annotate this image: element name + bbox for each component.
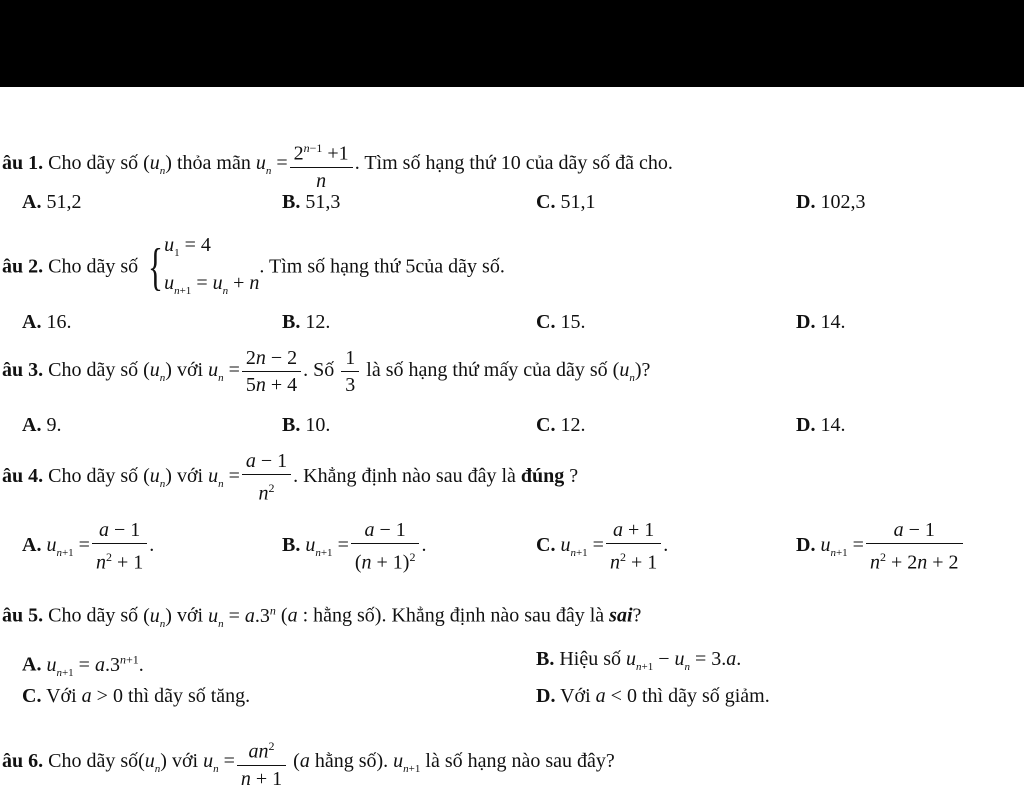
option-a[interactable]	[22, 519, 154, 574]
option-b[interactable]	[282, 310, 330, 334]
top-black-band	[0, 0, 1024, 87]
question-text: ?	[641, 359, 651, 382]
option-formula: $u_{n+1} = a.3^{n+1}$.	[46, 652, 144, 679]
option-a[interactable]	[22, 647, 144, 685]
question-label: âu 1.	[2, 151, 44, 174]
question-6-stem: âu 6. Cho dãy $số(u_n)$ với $u_n$ = $\frac{an^2}{n + 1}$ (a hằng số). $u_{n+1}$ là số hạng nào sau đây?	[2, 735, 615, 790]
option-letter: B.	[282, 533, 301, 556]
math-sequence: $(u_n)$	[143, 359, 172, 385]
option-letter: B.	[282, 311, 301, 333]
option-value: 14.	[820, 311, 846, 333]
math-formula: $u_n$ = $\frac{2^{n-1} +1}{n}$	[256, 152, 355, 174]
question-text: : hằng số). Khẳng định nào sau đây là	[302, 604, 605, 627]
option-text: Hiệu số	[559, 648, 622, 670]
option-value: 102,3	[820, 191, 866, 213]
question-text: với	[176, 604, 204, 627]
option-c[interactable]	[536, 190, 595, 214]
math-sequence: $(u_n)$	[143, 604, 172, 630]
question-text: Cho dãy số	[48, 464, 139, 487]
option-letter: C.	[536, 311, 556, 333]
question-text: với	[171, 749, 199, 772]
question-text: Cho dãy số	[48, 255, 139, 278]
option-formula: a < 0	[595, 685, 637, 707]
option-letter: A.	[22, 311, 42, 333]
option-a[interactable]	[22, 413, 61, 437]
option-formula: $u_{n+1}$ = $\frac{a - 1}{n^2 + 2n + 2}$	[820, 534, 964, 556]
emphasis-word: đúng	[520, 464, 565, 487]
emphasis-word: sai	[609, 604, 633, 627]
math-fraction: $\frac{1}{3}$	[339, 359, 361, 381]
option-letter: D.	[536, 685, 556, 707]
option-formula: $u_{n+1} - u_n = 3.a$.	[626, 648, 742, 673]
option-value: 12.	[305, 311, 331, 333]
question-5-stem: âu 5. Cho dãy số $(u_n)$ với $u_n = a.3^n$ (a : hằng số). Khẳng định nào sau đây là sai?	[2, 603, 642, 630]
option-b[interactable]	[282, 413, 330, 437]
option-value: 51,2	[46, 191, 82, 213]
option-d[interactable]	[536, 684, 770, 708]
option-d[interactable]	[796, 190, 865, 214]
option-b[interactable]	[536, 647, 741, 679]
option-letter: B.	[282, 414, 301, 436]
option-b[interactable]	[282, 519, 426, 574]
option-d[interactable]	[796, 519, 965, 574]
option-text: Với	[46, 685, 77, 707]
math-sequence: $(u_n)$	[143, 151, 172, 177]
option-text: Với	[560, 685, 591, 707]
option-letter: D.	[796, 311, 816, 333]
option-c[interactable]	[536, 519, 668, 574]
option-value: 51,3	[305, 191, 341, 213]
option-letter: C.	[536, 191, 556, 213]
option-letter: C.	[22, 685, 42, 707]
option-letter: A.	[22, 653, 42, 676]
option-b[interactable]	[282, 190, 340, 214]
math-sequence: $(u_n)$	[612, 359, 642, 385]
question-2-stem	[2, 230, 505, 306]
question-label: âu 3.	[2, 359, 44, 382]
option-value: 16.	[46, 311, 72, 333]
math-formula: $u_n$ = $\frac{2n - 2}{5n + 4}$	[208, 359, 303, 381]
math-sequence: $(u_n)$	[138, 749, 167, 775]
question-text: Cho dãy số	[48, 359, 139, 382]
option-value: 12.	[560, 414, 586, 436]
question-text: ?	[632, 604, 642, 627]
option-formula: $u_{n+1}$ = $\frac{a - 1}{n^2 + 1}$ .	[46, 519, 155, 574]
math-formula: $u_n = a.3^n$	[208, 603, 276, 630]
question-1-stem	[2, 137, 673, 192]
option-value: 14.	[820, 414, 846, 436]
math-term: $u_{n+1}$	[393, 749, 421, 775]
question-text: thỏa mãn	[176, 151, 251, 174]
option-formula: $u_{n+1}$ = $\frac{a - 1}{(n + 1)^2}$ .	[305, 519, 427, 574]
option-value: 9.	[46, 414, 62, 436]
question-text: với	[176, 464, 204, 487]
option-letter: C.	[536, 414, 556, 436]
math-sequence: $(u_n)$	[143, 464, 172, 490]
option-letter: A.	[22, 414, 42, 436]
question-label: âu 4.	[2, 464, 44, 487]
option-d[interactable]	[796, 413, 845, 437]
question-label: âu 5.	[2, 604, 44, 627]
question-text: là số hạng thứ mấy của dãy số	[366, 359, 608, 382]
question-4-stem	[2, 450, 578, 505]
question-text: với	[176, 359, 204, 382]
question-text: Cho dãy số	[48, 604, 139, 627]
option-text: thì dãy số giảm.	[641, 685, 770, 707]
math-var: a	[299, 749, 310, 772]
question-text: hằng số).	[314, 749, 389, 772]
math-formula: $u_n$ = $\frac{a - 1}{n^2}$	[208, 465, 293, 487]
question-text: . Tìm số hạng thứ 10 của dãy số đã cho.	[354, 151, 673, 174]
option-letter: B.	[282, 191, 301, 213]
question-text: Cho dãy số	[48, 151, 139, 174]
math-system: { $u_1 = 4$ $u_{n+1} = u_n + n$	[148, 234, 260, 297]
option-letter: B.	[536, 648, 555, 670]
question-text: . Tìm số hạng thứ 5của dãy số.	[259, 255, 505, 278]
question-3-stem	[2, 347, 650, 396]
option-letter: D.	[796, 191, 816, 213]
question-label: âu 6.	[2, 749, 44, 772]
option-letter: D.	[796, 533, 816, 556]
option-formula: $u_{n+1}$ = $\frac{a + 1}{n^2 + 1}$ .	[560, 519, 669, 574]
option-value: 10.	[305, 414, 331, 436]
question-text: Cho dãy số	[48, 749, 139, 772]
math-var: a	[287, 604, 298, 627]
question-label: âu 2.	[2, 255, 44, 278]
question-text: ?	[569, 464, 579, 487]
math-formula: $u_n$ = $\frac{an^2}{n + 1}$	[203, 750, 288, 772]
question-text: . Khẳng định nào sau đây là	[293, 464, 516, 487]
option-letter: C.	[536, 533, 556, 556]
option-letter: A.	[22, 533, 42, 556]
option-c[interactable]	[536, 413, 585, 437]
option-formula: a > 0	[81, 685, 123, 707]
option-value: 51,1	[560, 191, 596, 213]
question-text: . Số	[303, 359, 335, 382]
option-a[interactable]	[22, 190, 81, 214]
option-a[interactable]	[22, 310, 71, 334]
option-text: thì dãy số tăng.	[127, 685, 251, 707]
option-value: 15.	[560, 311, 586, 333]
option-c[interactable]	[536, 310, 585, 334]
question-text: là số hạng nào sau đây?	[425, 749, 615, 772]
option-letter: A.	[22, 191, 42, 213]
option-letter: D.	[796, 414, 816, 436]
option-d[interactable]	[796, 310, 845, 334]
option-c[interactable]	[22, 684, 250, 708]
